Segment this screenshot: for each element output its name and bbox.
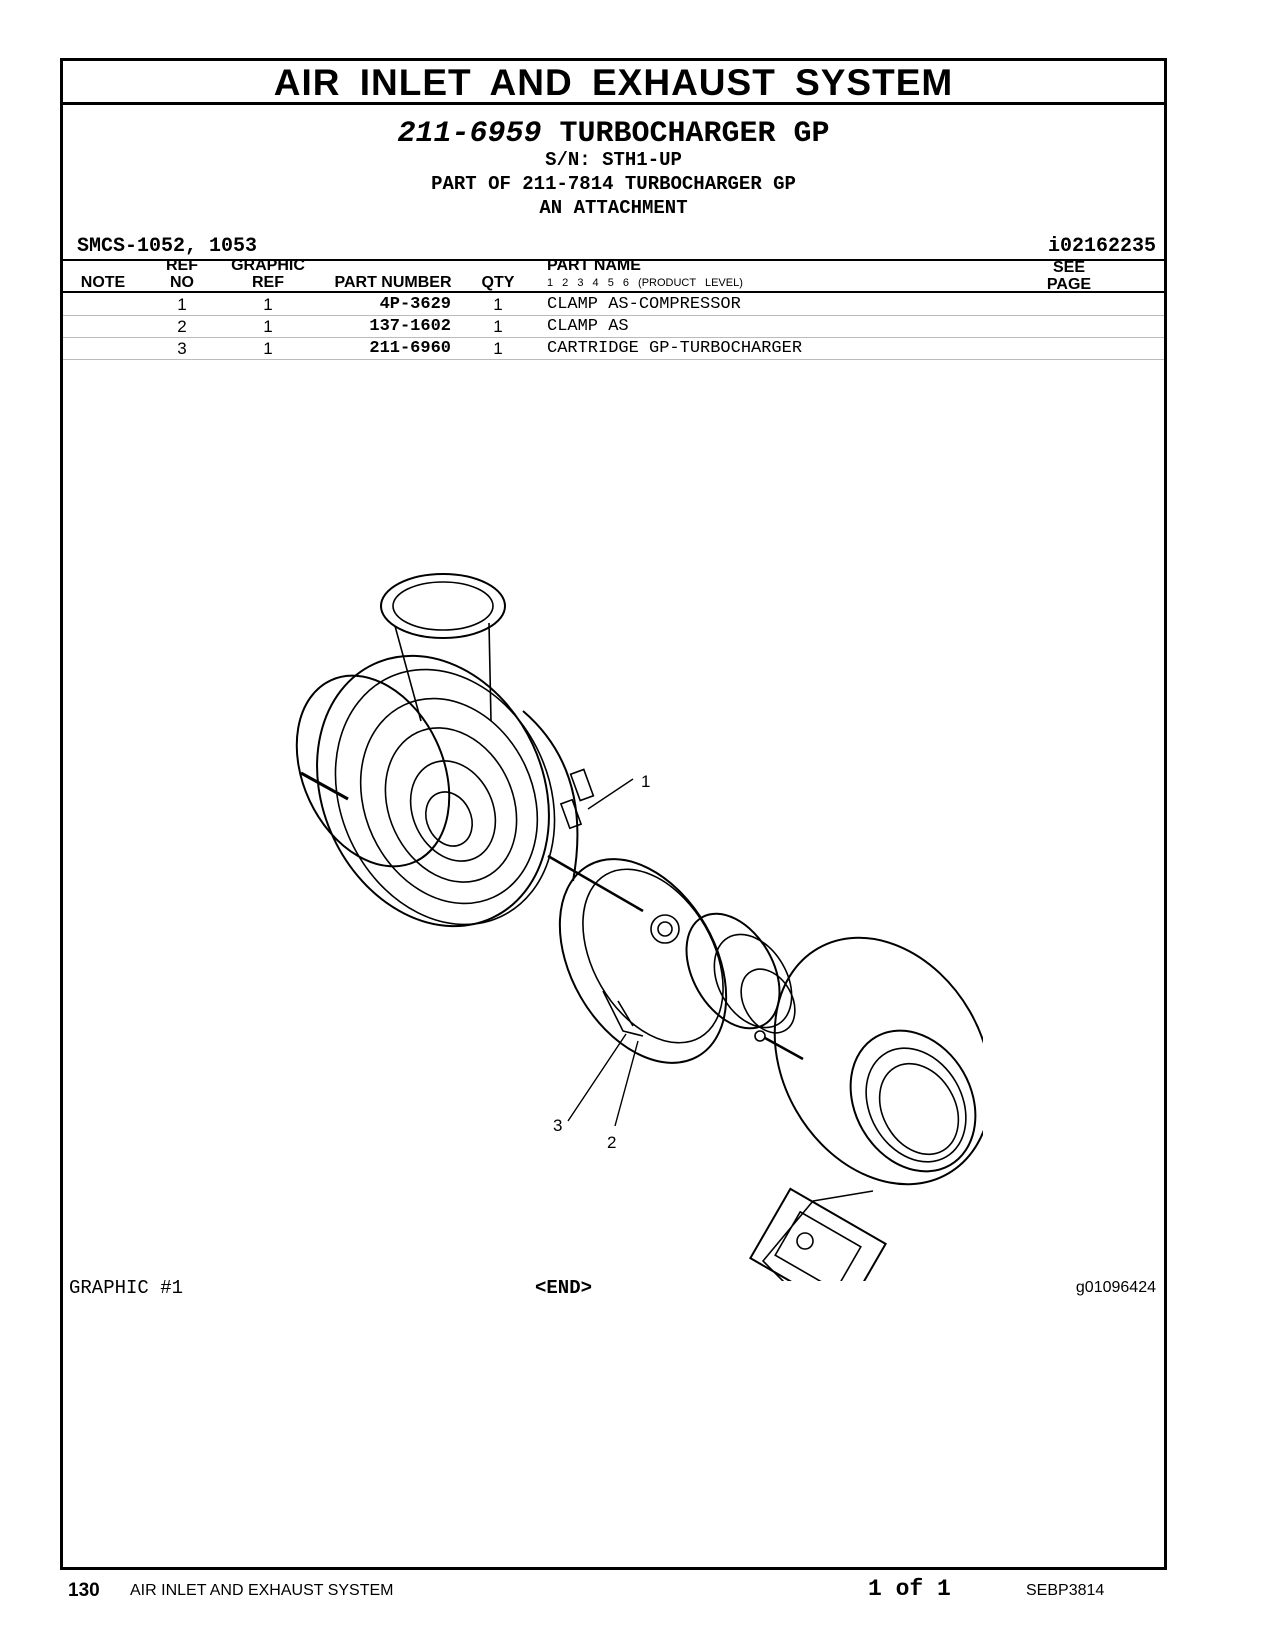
cartridge-group	[526, 830, 808, 1093]
page-number: 130	[68, 1580, 100, 1601]
compressor-housing	[267, 574, 595, 964]
col-graphic-ref	[228, 257, 308, 291]
footer-section: AIR INLET AND EXHAUST SYSTEM	[130, 1582, 394, 1599]
callout-label: 3	[553, 1116, 563, 1135]
part-name: CARTRIDGE GP-TURBOCHARGER	[547, 339, 803, 358]
turbocharger-exploded-illustration	[223, 561, 983, 1281]
col-note: NOTE	[80, 274, 126, 291]
clamp-compressor	[523, 711, 593, 881]
part-number: 137-1602	[369, 317, 451, 336]
col-part-name: PART NAME	[547, 257, 641, 274]
graphic-id: g01096424	[1075, 1279, 1156, 1296]
graphic-ref: 1	[263, 339, 273, 358]
quantity: 1	[493, 317, 503, 336]
smcs-code: SMCS-1052, 1053	[77, 235, 258, 258]
document-code: SEBP3814	[1026, 1582, 1105, 1599]
page-count: 1 of 1	[868, 1576, 951, 1602]
ref-no: 1	[177, 295, 187, 314]
part-name: CLAMP AS	[547, 317, 629, 336]
col-ref-no-line1: REF	[166, 257, 198, 274]
callout-label: 1	[641, 772, 651, 791]
section-title: AIR INLET AND EXHAUST SYSTEM	[63, 61, 1164, 105]
col-graphic-ref-line1: GRAPHIC	[231, 257, 305, 274]
table-row	[63, 337, 1164, 360]
page-frame	[60, 58, 1167, 1570]
group-title	[63, 117, 1164, 151]
attachment-note: AN ATTACHMENT	[539, 197, 688, 219]
col-qty: QTY	[481, 274, 515, 291]
end-marker: <END>	[535, 1277, 593, 1299]
col-see-page-line1: SEE	[1052, 259, 1085, 276]
graphic-ref: 1	[263, 295, 273, 314]
col-ref-no-line2: NO	[170, 274, 194, 291]
graphic-ref: 1	[263, 317, 273, 336]
part-name: CLAMP AS-COMPRESSOR	[547, 295, 741, 314]
table-row	[63, 315, 1164, 338]
group-name: TURBOCHARGER GP	[559, 117, 830, 151]
col-see-page-line2: PAGE	[1046, 276, 1092, 293]
group-part-number: 211-6959	[397, 117, 542, 151]
serial-number: S/N: STH1-UP	[545, 149, 682, 171]
ref-no: 2	[177, 317, 187, 336]
product-levels: 1 2 3 4 5 6 (PRODUCT LEVEL)	[547, 277, 743, 289]
graphic-label: GRAPHIC #1	[69, 1277, 184, 1299]
part-number: 4P-3629	[379, 295, 451, 314]
ref-no: 3	[177, 339, 187, 358]
callout-label: 2	[607, 1133, 617, 1152]
col-see-page	[1039, 259, 1099, 293]
table-row	[63, 293, 1164, 316]
quantity: 1	[493, 295, 503, 314]
quantity: 1	[493, 339, 503, 358]
part-of: PART OF 211-7814 TURBOCHARGER GP	[431, 173, 796, 195]
col-ref-no	[157, 257, 207, 291]
part-number: 211-6960	[369, 339, 451, 358]
document-id: i02162235	[1047, 235, 1156, 258]
col-part-number: PART NUMBER	[334, 274, 452, 291]
callouts	[553, 772, 650, 1152]
col-graphic-ref-line2: REF	[252, 274, 284, 291]
